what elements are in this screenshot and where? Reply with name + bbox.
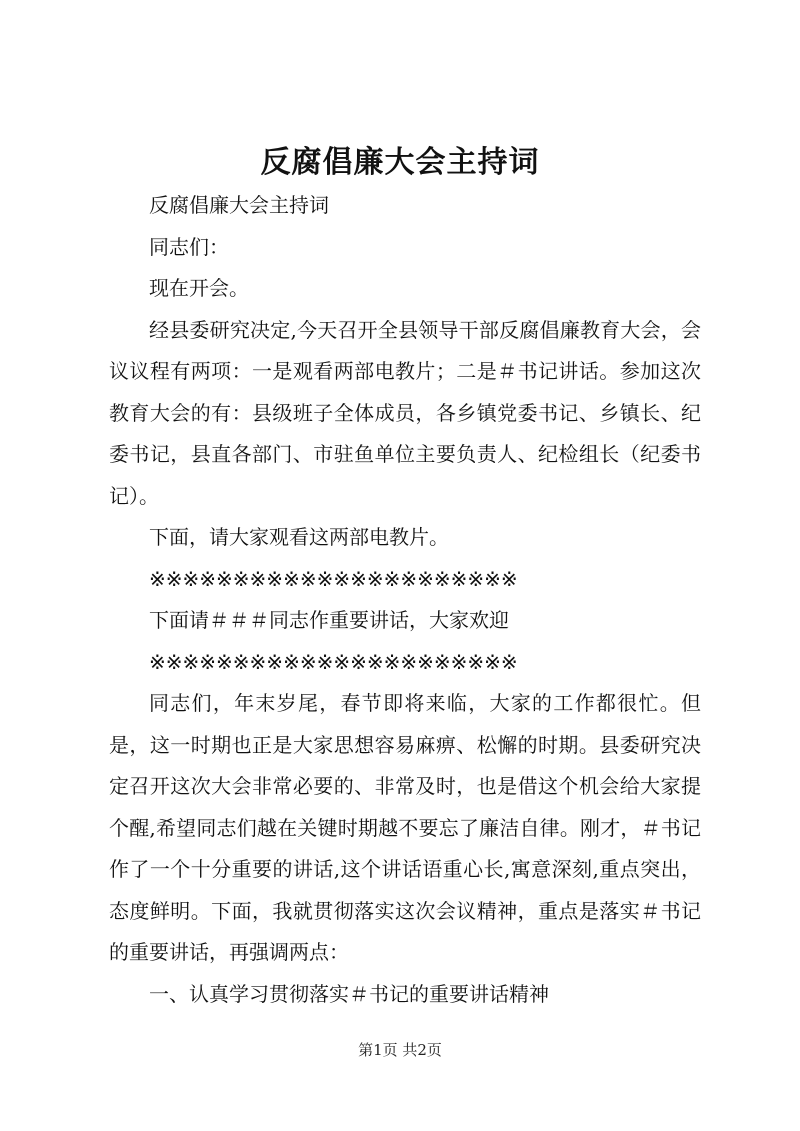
separator-line: ※※※※※※※※※※※※※※※※※※※※※※: [149, 566, 518, 591]
speech-intro-paragraph: 下面请＃＃＃同志作重要讲话，大家欢迎: [149, 608, 509, 632]
greeting-paragraph: 同志们：: [149, 234, 229, 259]
subtitle-paragraph: 反腐倡廉大会主持词: [149, 193, 329, 217]
section-heading: 一、认真学习贯彻落实＃书记的重要讲话精神: [149, 981, 549, 1006]
closing-remarks-paragraph: 同志们，年末岁尾，春节即将来临，大家的工作都很忙。但是，这一时期也正是大家思想容易麻痹、松懈的时期。县委研究决定召开这次大会非常必要的、非常及时，也是借这个机会给大家提个醒,希望同志们越在关键时期越不要忘了廉洁自律。刚才，＃书记作了一个十分重要的讲话,这个讲话语重心长,寓意深刻,重点突出，态度鲜明。下面，我就贯彻落实这次会议精神，重点是落实＃书记的重要讲话，再强调两点：: [109, 691, 701, 964]
separator-line: ※※※※※※※※※※※※※※※※※※※※※※: [149, 649, 518, 674]
document-body: [109, 185, 701, 1015]
video-paragraph: 下面，请大家观看这两部电教片。: [149, 525, 449, 549]
page-footer: 第1页 共2页: [358, 1041, 442, 1059]
opening-paragraph: 现在开会。: [149, 276, 249, 300]
document-title: 反腐倡廉大会主持词: [260, 145, 540, 180]
agenda-paragraph: 经县委研究决定,今天召开全县领导干部反腐倡廉教育大会，会议议程有两项：一是观看两部电教片；二是＃书记讲话。参加这次教育大会的有：县级班子全体成员，各乡镇党委书记、乡镇长、纪委书记，县直各部门、市驻鱼单位主要负责人、纪检组长（纪委书记）。: [109, 317, 701, 508]
